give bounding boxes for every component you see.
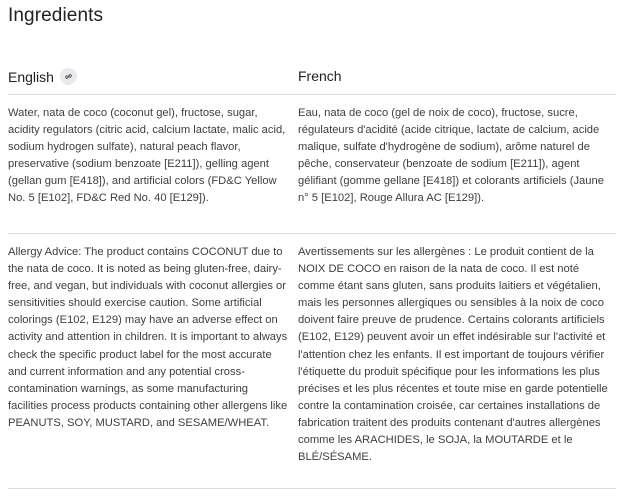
allergy-advice-english-text: Allergy Advice: The product contains COCONUT due to the nata de coco. It is noted as being gluten-free, dairy-free, and vegan, but individuals with coconut allergies or sensitivities should exercise caution. Some artificial colorings (E102, E129) may have an adverse effect on activity and attention in children. It is important to always check the specific product label for the most accurate and current information and any potential cross-contamination warnings, as some manufacturing facilities process products containing other allergens like PEANUTS, SOY, MUSTARD, and SESAME/WHEAT. [8,246,288,429]
copy-link-button[interactable] [60,68,77,85]
ingredients-english-text: Water, nata de coco (coconut gel), fructose, sugar, acidity regulators (citric acid, calcium lactate, malic acid, sodium hydrogen sulfate), natural peach flavor, preservative (sodium benzoate [E211]), gelling agent (gellan gum [E418]), and artificial colors (FD&C Yellow No. 5 [E102], FD&C Red No. 40 [E129]). [8,107,286,205]
table-header-row [8,58,616,95]
allergy-advice-french-text: Avertissements sur les allergènes : Le produit contient de la NOIX DE COCO en raison de la nata de coco. Il est noté comme étant sans gluten, sans produits laitiers et végétalien, mais les personnes allergiques ou sensibles à la noix de coco doivent faire preuve de prudence. Certains colorants artificiels (E102, E129) peuvent avoir un effet indésirable sur l'activité et l'attention chez les enfants. Il est important de toujours vérifier l'étiquette du produit spécifique pour les informations les plus précises et les plus récentes et toute mise en garde potentielle contre la contamination croisée, car certaines installations de fabrication traitent des produits contenant d'autres allergènes comme les ARACHIDES, le SOJA, la MOUTARDE et le BLÉ/SÉSAME. [298,246,608,464]
column-header-english-label: English [8,68,54,85]
table-cell-english [8,105,298,233]
table-cell-french [298,244,616,488]
column-header-french [298,58,616,94]
ingredients-table [8,58,616,489]
table-cell-french [298,105,616,233]
table-row [8,95,616,234]
link-icon [63,71,74,82]
table-row [8,234,616,489]
table-cell-english [8,244,298,488]
column-header-french-label: French [298,68,342,84]
page-title: Ingredients [8,5,104,26]
ingredients-french-text: Eau, nata de coco (gel de noix de coco), fructose, sucre, régulateurs d'acidité (acide citrique, lactate de calcium, acide malique, sulfate d'hydrogène de sodium), arôme naturel de pêche, conservateur (benzoate de sodium [E211]), agent gélifiant (gomme gellane [E418]) et colorants artificiels (Jaune n° 5 [E102], Rouge Allura AC [E129]). [298,107,604,205]
column-header-english [8,58,298,94]
